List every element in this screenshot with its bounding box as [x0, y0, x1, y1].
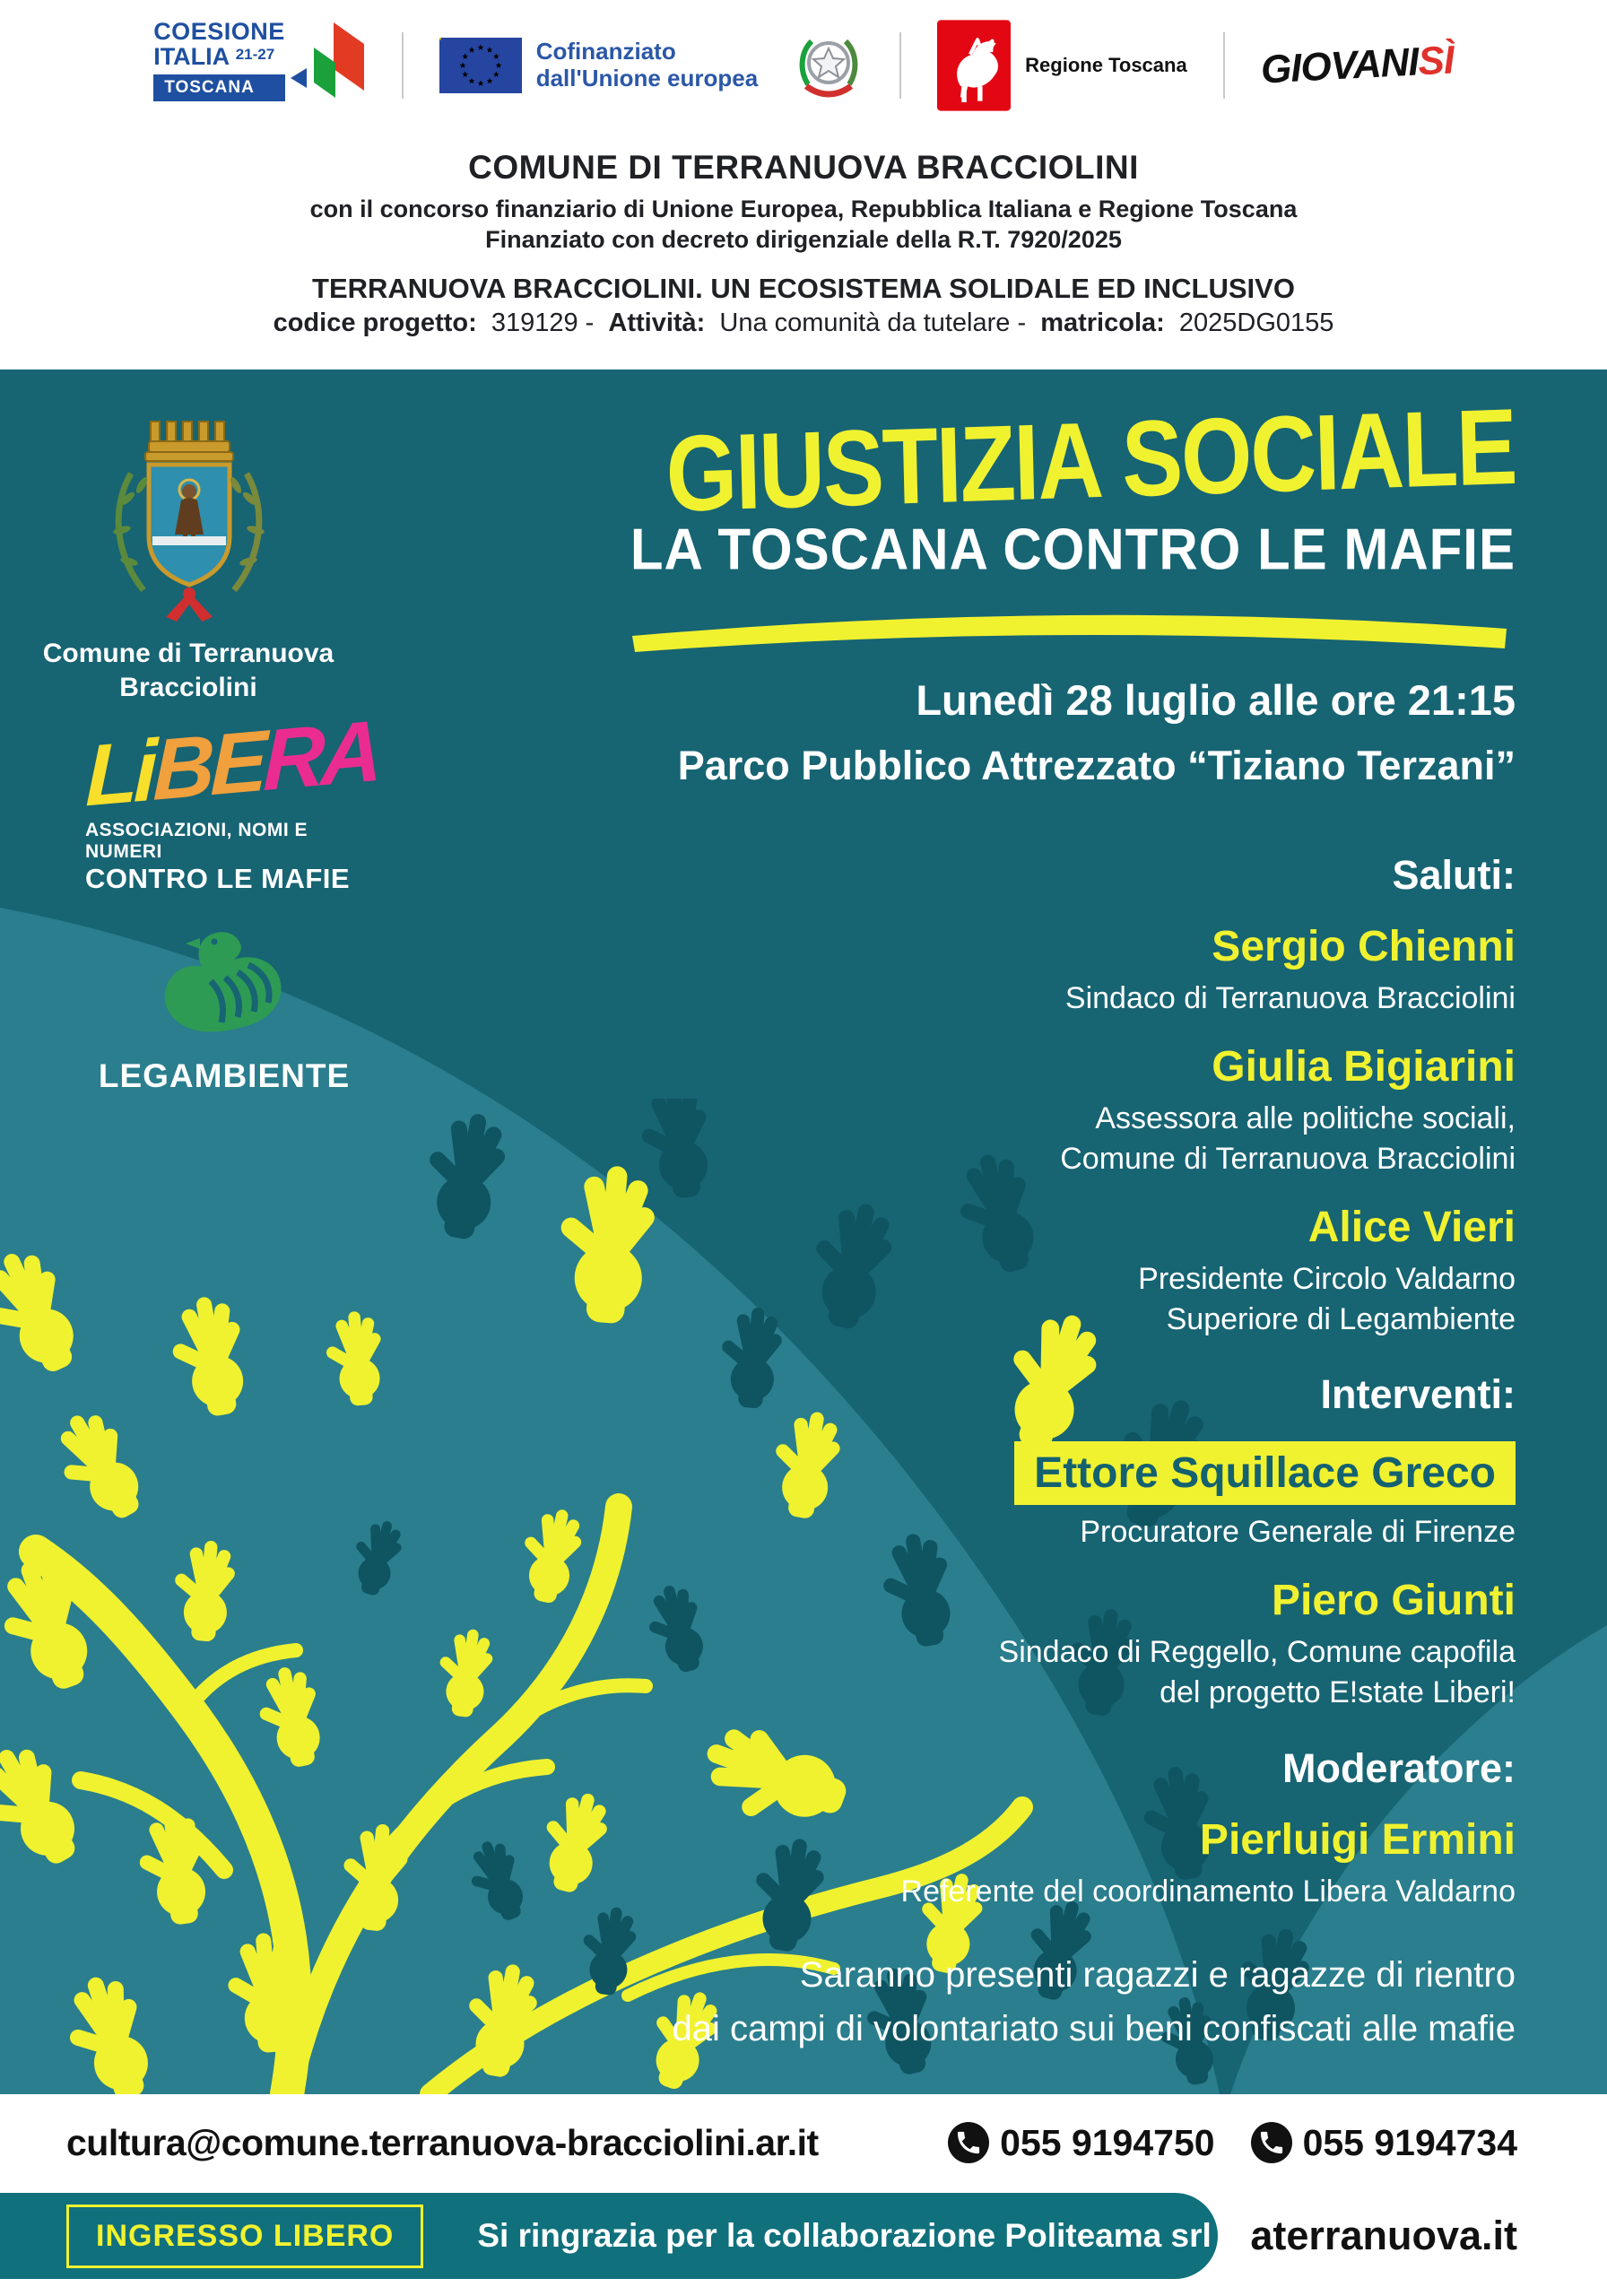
speaker-name: Pierluigi Ermini	[1199, 1816, 1516, 1864]
free-entry-badge: INGRESSO LIBERO	[66, 2205, 423, 2268]
website-url: aterranuova.it	[1250, 2213, 1517, 2258]
bottom-row	[0, 2191, 1607, 2296]
contact-strip	[0, 2094, 1607, 2191]
giovanisi-logo	[1260, 38, 1455, 92]
speaker-name: Giulia Bigiarini	[1212, 1042, 1516, 1091]
underline-swoosh	[628, 605, 1516, 652]
phone-2: 055 9194734	[1251, 2122, 1517, 2164]
speaker-role: Referente del coordinamento Libera Valdarno	[900, 1874, 1516, 1909]
project-code-value: 319129 -	[491, 309, 595, 337]
eu-text-line1: Cofinanziato	[535, 38, 676, 65]
divider	[1223, 32, 1225, 99]
italy-emblem-icon	[794, 27, 864, 104]
speaker-role: Sindaco di Terranuova Bracciolini	[1064, 981, 1516, 1015]
giovanisi-black: GIOVANI	[1259, 39, 1420, 92]
section-moderatore: Moderatore:	[1281, 1745, 1516, 1791]
coesione-line1: COESIONE	[153, 18, 285, 45]
speaker-role: Procuratore Generale di Firenze	[1080, 1515, 1516, 1550]
comune-caption-line1: Comune di Terranuova	[42, 639, 334, 668]
coesione-italia-logo	[153, 19, 366, 112]
thanks-note: Si ringrazia per la collaborazione Politeama srl	[477, 2217, 1212, 2254]
speaker-role: Presidente Circolo Valdarno Superiore di Legambiente	[1138, 1261, 1516, 1336]
email-address: cultura@comune.terranuova-bracciolini.ar.it	[66, 2121, 819, 2163]
eu-flag-icon	[439, 38, 522, 93]
divider	[899, 32, 901, 99]
speaker-role: Sindaco di Reggello, Comune capofila del progetto E!state Liberi!	[998, 1635, 1516, 1710]
speaker-name: Piero Giunti	[1271, 1577, 1516, 1625]
finance-line: con il concorso finanziario di Unione Europea, Repubblica Italiana e Regione Toscana	[309, 196, 1298, 222]
project-matricola-value: 2025DG0155	[1178, 309, 1334, 337]
event-subtitle: LA TOSCANA CONTRO LE MAFIE	[630, 517, 1516, 582]
event-venue: Parco Pubblico Attrezzato “Tiziano Terzani”	[677, 743, 1516, 788]
regione-toscana-label: Regione Toscana	[1025, 54, 1187, 76]
comune-caption	[9, 637, 368, 704]
closing-note: Saranno presenti ragazzi e ragazze di rientro dai campi di volontariato sui beni confiscati alle mafie	[672, 1954, 1516, 2048]
event-title: GIUSTIZIA SOCIALE	[665, 386, 1517, 535]
phone-icon	[948, 2122, 989, 2163]
project-code-label: codice progetto:	[273, 309, 477, 337]
section-saluti: Saluti:	[1392, 852, 1516, 898]
legambiente-label: LEGAMBIENTE	[98, 1057, 351, 1094]
project-matricola-label: matricola:	[1040, 309, 1165, 337]
speaker-role: Assessora alle politiche sociali, Comune di Terranuova Bracciolini	[1060, 1100, 1516, 1176]
phone-icon	[1251, 2122, 1292, 2163]
comune-caption-line2: Bracciolini	[119, 672, 257, 702]
program-column	[484, 386, 1517, 2056]
divider	[402, 32, 404, 99]
event-datetime: Lunedì 28 luglio alle ore 21:15	[916, 676, 1516, 724]
eu-cofunding-logo	[439, 38, 758, 93]
libera-tagline1: ASSOCIAZIONI, NOMI E NUMERI	[85, 820, 308, 862]
legambiente-swan-icon	[148, 913, 300, 1048]
coesione-region-bar: TOSCANA	[153, 74, 285, 101]
phone-1: 055 9194750	[948, 2122, 1214, 2164]
comune-crest	[97, 400, 281, 629]
coesione-arrow-icon	[289, 19, 366, 112]
logo-row	[0, 16, 1607, 115]
section-interventi: Interventi:	[1320, 1371, 1516, 1418]
pegasus-flag-icon	[937, 19, 1011, 112]
libera-logo	[84, 702, 390, 895]
speaker-name-highlighted: Ettore Squillace Greco	[1014, 1441, 1516, 1505]
organization-title: COMUNE DI TERRANUOVA BRACCIOLINI	[468, 149, 1139, 186]
project-title: TERRANUOVA BRACCIOLINI. UN ECOSISTEMA SOLIDALE ED INCLUSIVO	[312, 273, 1295, 304]
coesione-years: 21-27	[235, 46, 275, 64]
project-details	[0, 309, 1607, 338]
bottom-bar	[0, 2193, 1218, 2279]
libera-part3: RA	[262, 702, 379, 810]
speaker-name: Alice Vieri	[1307, 1203, 1516, 1251]
project-activity-label: Attività:	[608, 309, 706, 337]
regione-toscana-logo	[937, 19, 1187, 112]
eu-text-line2: dall'Unione europea	[535, 65, 759, 91]
giovanisi-red: SÌ	[1416, 38, 1455, 84]
libera-tagline2: CONTRO LE MAFIE	[85, 863, 351, 894]
libera-part1: Li	[84, 722, 154, 825]
decree-line: Finanziato con decreto dirigenziale della R.T. 7920/2025	[485, 226, 1122, 253]
main-section	[0, 370, 1607, 2094]
project-activity-value: Una comunità da tutelare -	[719, 309, 1027, 337]
legambiente-logo	[54, 913, 395, 1095]
speaker-name: Sergio Chienni	[1212, 923, 1516, 970]
libera-part2: BE	[152, 712, 265, 819]
header	[0, 0, 1607, 370]
coesione-line2: ITALIA	[153, 43, 230, 71]
